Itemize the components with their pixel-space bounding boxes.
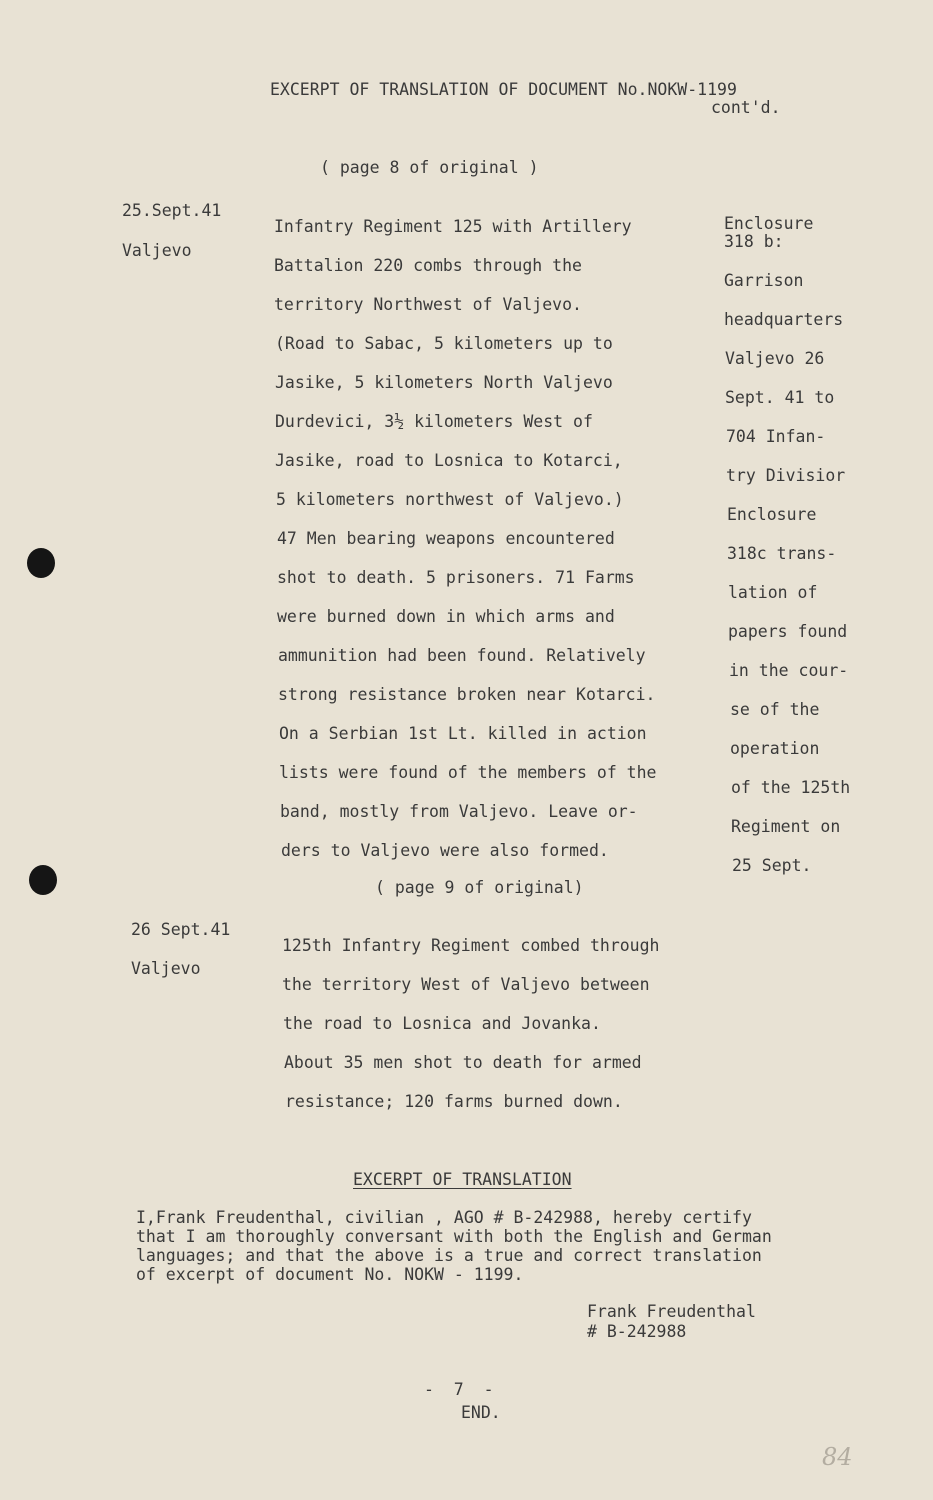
signature-id: # B-242988 xyxy=(587,1322,687,1341)
margin-line: Sept. 41 to xyxy=(725,388,835,407)
entry-date: 25.Sept.41 xyxy=(122,201,222,220)
body-line: ders to Valjevo were also formed. xyxy=(281,841,609,860)
body-line: were burned down in which arms and xyxy=(277,607,615,626)
margin-line: try Divisior xyxy=(726,466,846,485)
margin-line: operation xyxy=(730,739,820,758)
page-number: - 7 - xyxy=(424,1380,494,1399)
margin-line: 318 b: xyxy=(724,232,784,251)
page-marker: ( page 8 of original ) xyxy=(320,158,539,177)
margin-line: lation of xyxy=(728,583,818,602)
cert-line: that I am thoroughly conversant with both the English and German xyxy=(136,1227,772,1246)
body-line: lists were found of the members of the xyxy=(279,763,657,782)
body-line: the road to Losnica and Jovanka. xyxy=(283,1014,601,1033)
body-line: Jasike, road to Losnica to Kotarci, xyxy=(275,451,623,470)
body-line: On a Serbian 1st Lt. killed in action xyxy=(279,724,647,743)
end-marker: END. xyxy=(461,1403,501,1422)
punch-hole xyxy=(27,548,55,578)
margin-line: Regiment on xyxy=(731,817,841,836)
body-line: 47 Men bearing weapons encountered xyxy=(277,529,615,548)
page-marker: ( page 9 of original) xyxy=(375,878,584,897)
margin-line: Enclosure xyxy=(727,505,817,524)
margin-line: Garrison xyxy=(724,271,804,290)
body-line: ammunition had been found. Relatively xyxy=(278,646,646,665)
body-line: Infantry Regiment 125 with Artillery xyxy=(274,217,632,236)
margin-line: se of the xyxy=(730,700,820,719)
signature-name: Frank Freudenthal xyxy=(587,1302,756,1321)
body-line: resistance; 120 farms burned down. xyxy=(285,1092,623,1111)
body-line: About 35 men shot to death for armed xyxy=(284,1053,642,1072)
body-line: shot to death. 5 prisoners. 71 Farms xyxy=(277,568,635,587)
margin-line: Enclosure xyxy=(724,214,814,233)
body-line: territory Northwest of Valjevo. xyxy=(274,295,582,314)
cert-line: I,Frank Freudenthal, civilian , AGO # B-242988, hereby certify xyxy=(136,1208,752,1227)
margin-line: 25 Sept. xyxy=(732,856,812,875)
entry-place: Valjevo xyxy=(122,241,192,260)
margin-line: 704 Infan- xyxy=(726,427,826,446)
body-line: 125th Infantry Regiment combed through xyxy=(282,936,660,955)
cert-line: of excerpt of document No. NOKW - 1199. xyxy=(136,1265,524,1284)
margin-line: of the 125th xyxy=(731,778,851,797)
body-line: Jasike, 5 kilometers North Valjevo xyxy=(275,373,613,392)
body-line: 5 kilometers northwest of Valjevo.) xyxy=(276,490,624,509)
cert-line: languages; and that the above is a true and correct translation xyxy=(136,1246,762,1265)
body-line: Battalion 220 combs through the xyxy=(274,256,582,275)
body-line: band, mostly from Valjevo. Leave or- xyxy=(280,802,638,821)
margin-line: papers found xyxy=(728,622,848,641)
body-line: strong resistance broken near Kotarci. xyxy=(278,685,656,704)
margin-line: in the cour- xyxy=(729,661,849,680)
margin-line: 318c trans- xyxy=(727,544,837,563)
entry-date: 26 Sept.41 xyxy=(131,920,231,939)
continued-note: cont'd. xyxy=(711,98,781,117)
body-line: Durdevici, 3½ kilometers West of xyxy=(275,412,593,431)
body-line: the territory West of Valjevo between xyxy=(282,975,650,994)
document-title: EXCERPT OF TRANSLATION OF DOCUMENT No.NOKW-1199 xyxy=(270,80,737,99)
entry-place: Valjevo xyxy=(131,959,201,978)
certification-heading: EXCERPT OF TRANSLATION xyxy=(353,1170,572,1189)
punch-hole xyxy=(29,865,57,895)
body-line: (Road to Sabac, 5 kilometers up to xyxy=(275,334,613,353)
pencil-page-note: 84 xyxy=(822,1443,853,1471)
margin-line: Valjevo 26 xyxy=(725,349,825,368)
margin-line: headquarters xyxy=(724,310,844,329)
